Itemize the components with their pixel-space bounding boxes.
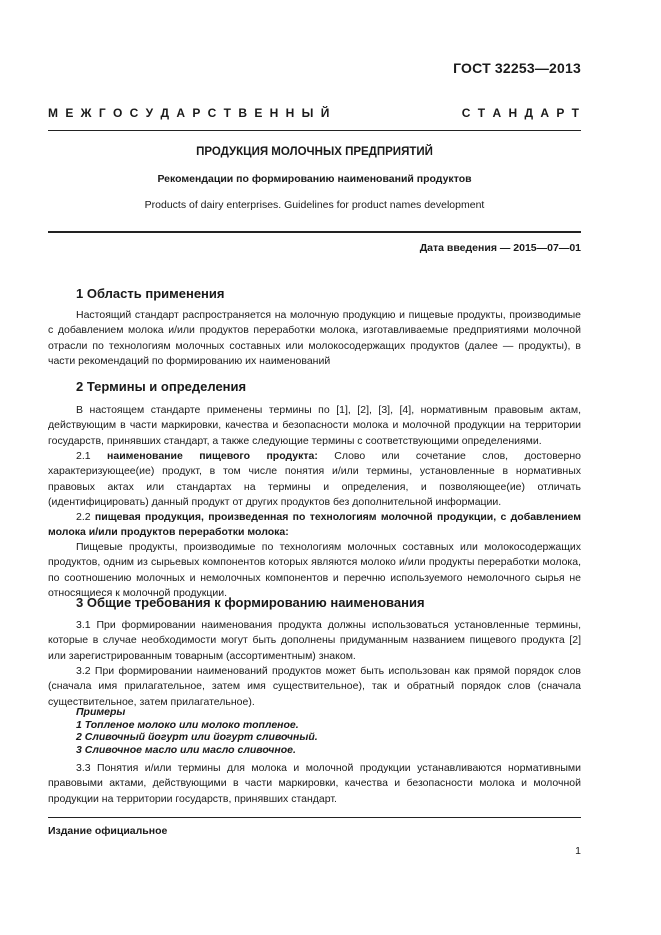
- example-item: 2 Сливочный йогурт или йогурт сливочный.: [76, 731, 318, 744]
- clause-3-1: 3.1 При формировании наименования продукта должны использоваться установленные термины, которые в случае необходимости могут быть дополнены придуманным названием пищевого продукта [2] или зарегистрированным товарным (ассортиментным) знаком.: [48, 619, 581, 662]
- footer-rule: [48, 817, 581, 818]
- example-item: 3 Сливочное масло или масло сливочное.: [76, 743, 296, 756]
- examples-label: Примеры: [76, 706, 126, 718]
- term-2-1-definition: Слово или сочетание слов, достоверно характеризующее(ие) продукт, в том числе понятия и/или термины, установленные в нормативных правовых актах или стандартах на термины и определения, и позволяющее(ие) отличать (идентифицировать) данный продукт от других продуктов без дополнительной информации.: [48, 450, 581, 508]
- page-number: 1: [575, 845, 581, 857]
- term-2-2-definition: Пищевые продукты, производимые по технологиям молочных составных или молокосодержащих продуктов, одним из сырьевых компонентов которых являются молоко и/или продукты переработки молока, по соотношению молочных и немолочных компонентов и перечню используемого немолочного сырья не относящиеся к молочной продукции.: [48, 541, 581, 599]
- standard-word: С Т А Н Д А Р Т: [461, 106, 581, 120]
- section-3-heading: 3 Общие требования к формированию наименования: [76, 595, 425, 610]
- interstate-standard-banner: [48, 106, 581, 120]
- title-rule: [48, 231, 581, 233]
- document-subtitle: Рекомендации по формированию наименований продуктов: [157, 173, 472, 185]
- term-2-2: 2.2 пищевая продукция, произведенная по технологиям молочной продукции, с добавлением молока и/или продуктов переработки молока:: [48, 511, 581, 539]
- clause-3-2: 3.2 При формировании наименований продуктов может быть использован как прямой порядок слов (сначала имя прилагательное, затем имя существительное), так и обратный порядок слов (сначала существительное, затем прилагательное).: [48, 665, 581, 708]
- section-1-heading: 1 Область применения: [76, 286, 225, 301]
- official-edition-label: Издание официальное: [48, 825, 168, 837]
- clause-3-3: 3.3 Понятия и/или термины для молока и молочной продукции устанавливаются нормативными правовыми актами, действующими в части маркировки, качества и безопасности молока и молочной продукции на территории государств, принявших стандарт.: [48, 762, 581, 805]
- section-2-heading: 2 Термины и определения: [76, 379, 247, 394]
- example-item: 1 Топленое молоко или молоко топленое.: [76, 718, 299, 731]
- document-title-english: Products of dairy enterprises. Guidelines for product names development: [144, 199, 485, 211]
- document-number: ГОСТ 32253—2013: [453, 60, 581, 76]
- section-1-paragraph: Настоящий стандарт распространяется на молочную продукцию и пищевые продукты, производимые с добавлением молока и/или продуктов переработки молока, изготавливаемые предприятиями молочной отрасли по технологиям молочных составных или молокосодержащих продуктов (далее — продукты), в части рекомендаций по формированию их наименований: [48, 309, 581, 367]
- term-2-1-name: наименование пищевого продукта:: [107, 450, 318, 462]
- examples-block: [76, 706, 318, 756]
- term-2-2-name: пищевая продукция, произведенная по технологиям молочной продукции, с добавлением молока и/или продуктов переработки молока:: [48, 511, 581, 539]
- term-2-1: 2.1 наименование пищевого продукта: Слово или сочетание слов, достоверно характеризующее(ие) продукт, в том числе понятия и/или термины, установленные в нормативных правовых актах или стандартах на термины и определения, и позволяющее(ие) отличать (идентифицировать) данный продукт от других продуктов без дополнительной информации.: [48, 450, 581, 508]
- section-2-paragraph: В настоящем стандарте применены термины по [1], [2], [3], [4], нормативным правовым актам, действующим в части маркировки, качества и безопасности молока и молочной продукции на территории государств, принявших стандарт, а также следующие термины с соответствующими определениями.: [48, 404, 581, 447]
- document-title: ПРОДУКЦИЯ МОЛОЧНЫХ ПРЕДПРИЯТИЙ: [196, 146, 433, 158]
- header-rule: [48, 130, 581, 131]
- interstate-word: М Е Ж Г О С У Д А Р С Т В Е Н Н Ы Й: [48, 106, 332, 120]
- introduction-date: Дата введения — 2015—07—01: [419, 242, 581, 254]
